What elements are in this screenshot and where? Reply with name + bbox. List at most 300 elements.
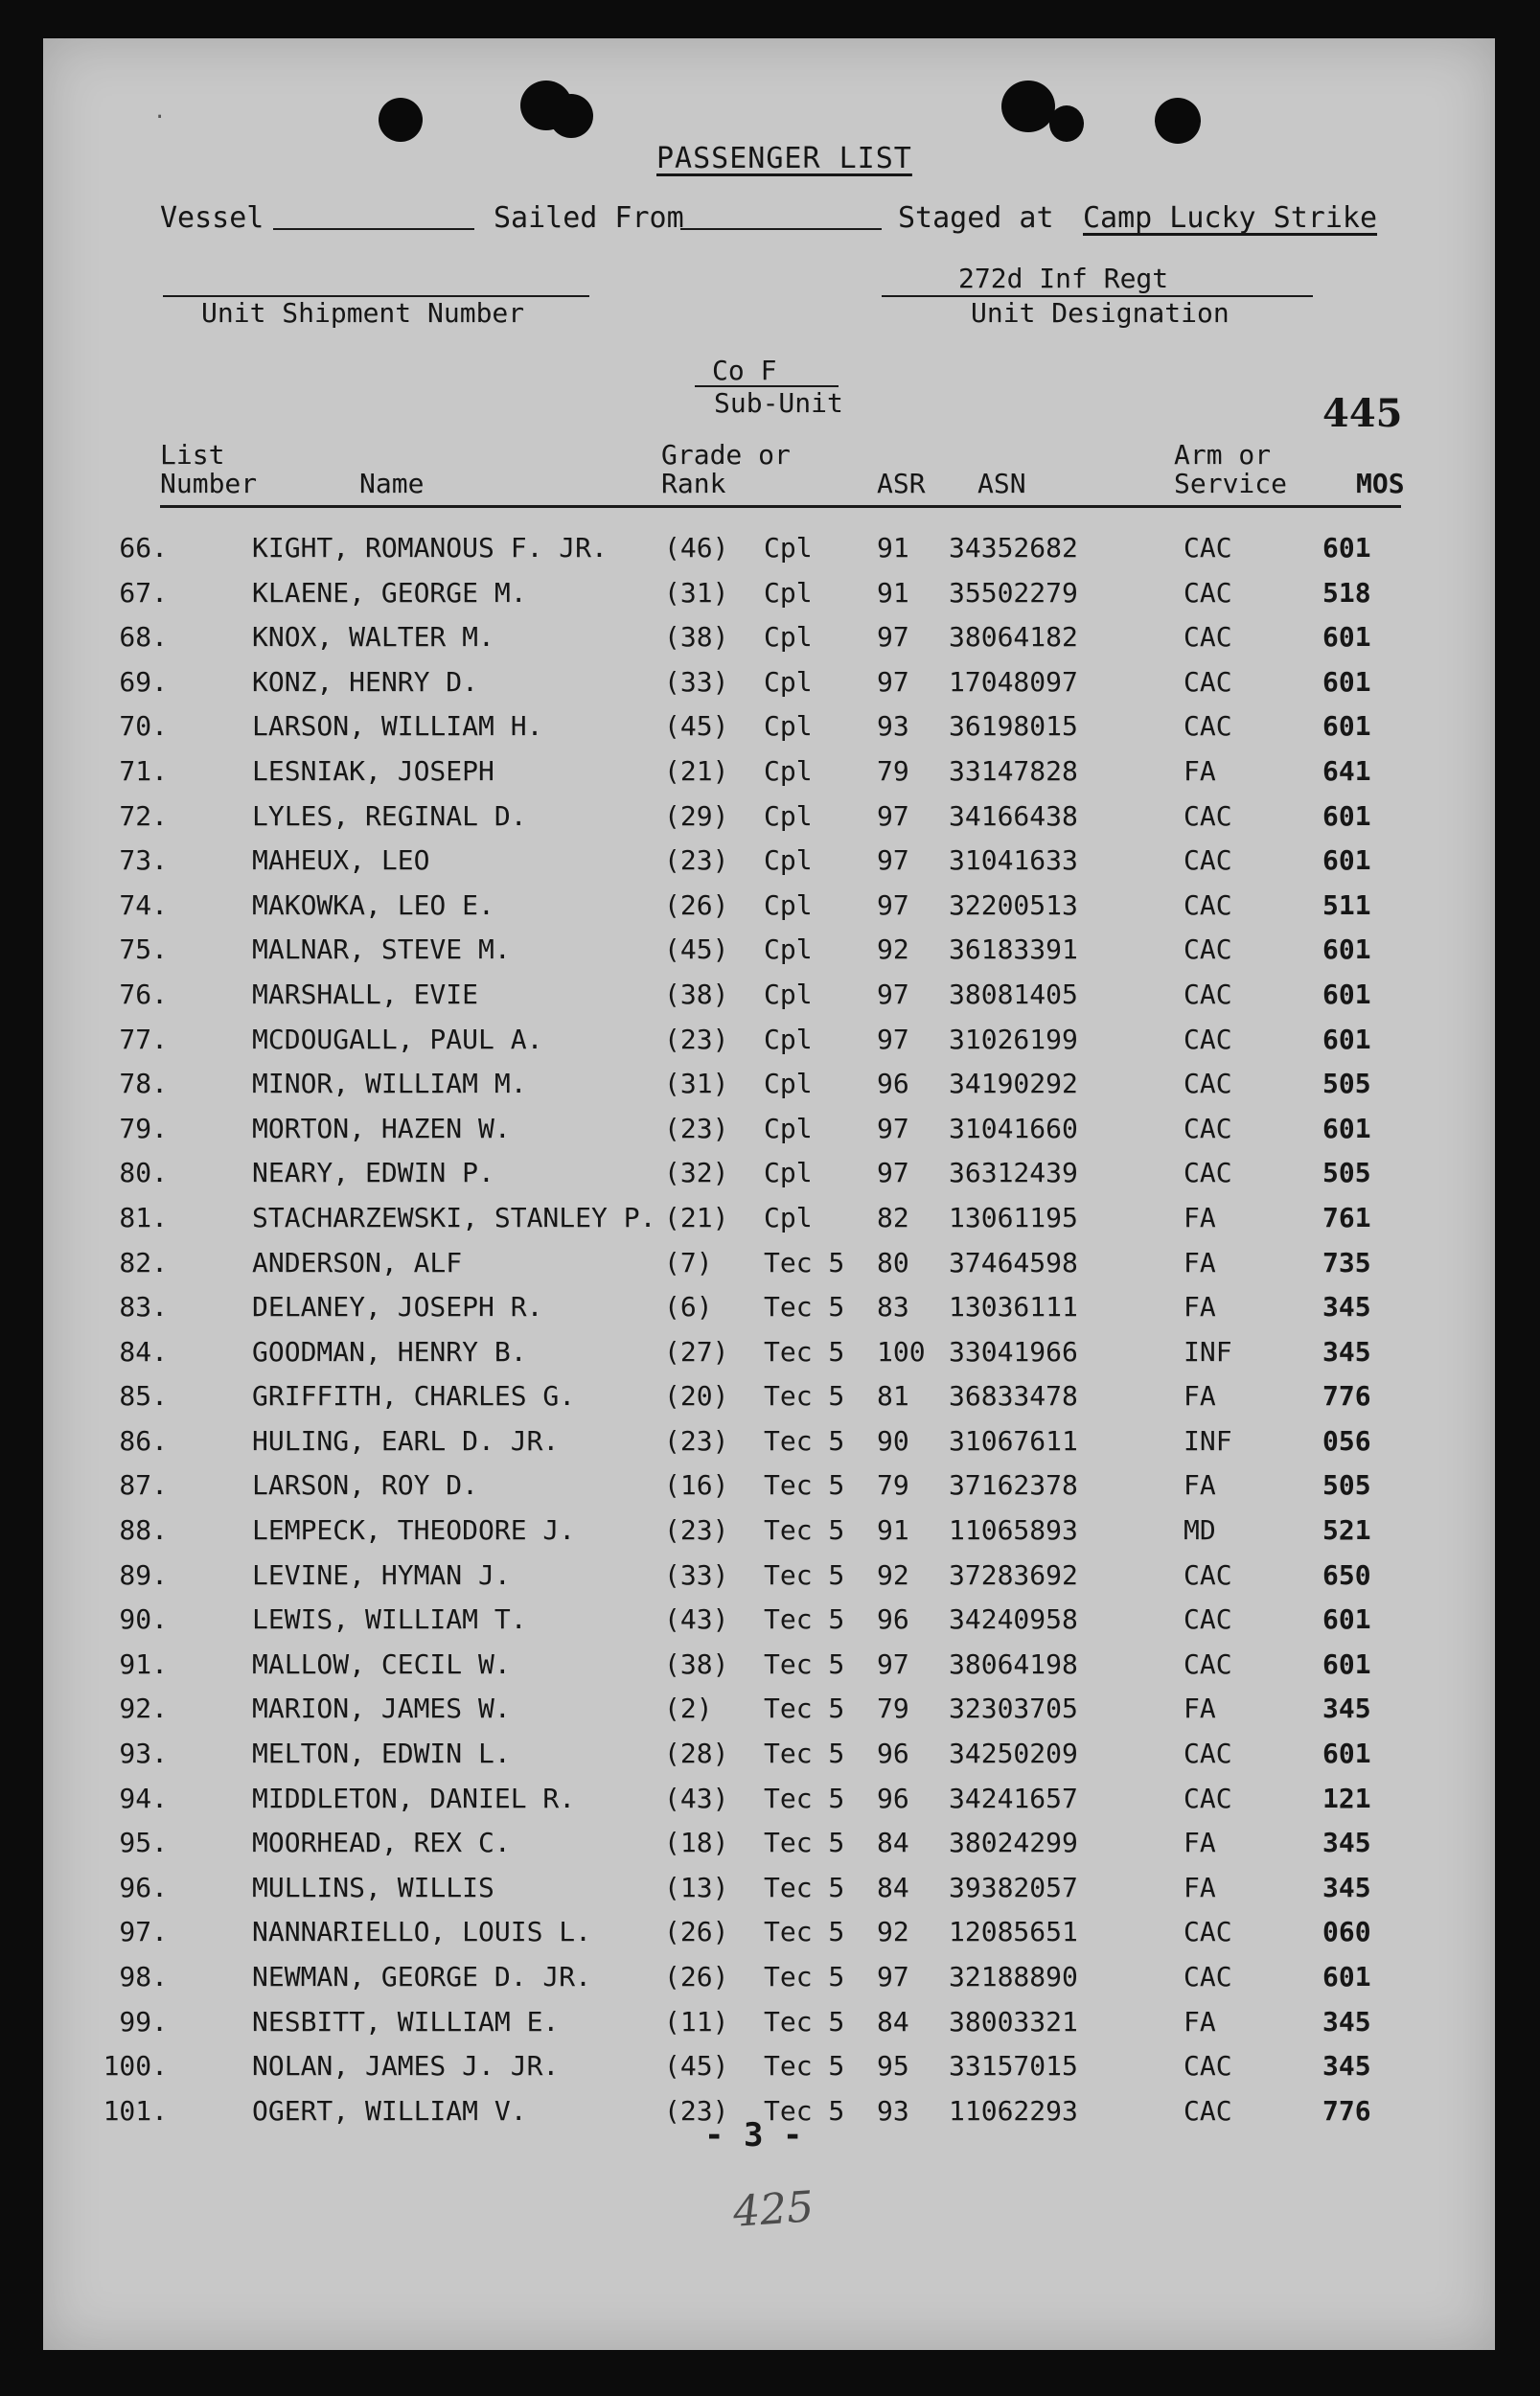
list-number: 83. [119,1291,168,1324]
unit-designation-value: 272d Inf Regt [958,263,1169,294]
serial-number: 32303705 [949,1693,1078,1725]
passenger-name: KLAENE, GEORGE M. [252,576,527,609]
rank: Tec 5 [764,1424,845,1457]
passenger-name: MINOR, WILLIAM M. [252,1068,527,1100]
asr-score: 92 [877,933,909,966]
passenger-name: MARSHALL, EVIE [252,978,479,1010]
mos-code: 601 [1322,1112,1371,1144]
list-number: 94. [119,1782,168,1814]
table-row [43,1024,1495,1069]
arm-service: CAC [1184,665,1232,698]
rank: Tec 5 [764,1693,845,1725]
passenger-name: MORTON, HAZEN W. [252,1112,511,1144]
mos-code: 345 [1322,1335,1371,1368]
passenger-name: LARSON, WILLIAM H. [252,710,543,743]
table-row [43,1247,1495,1292]
arm-service: INF [1184,1424,1232,1457]
table-row [43,710,1495,755]
list-number: 85. [119,1380,168,1413]
asr-score: 83 [877,1291,909,1324]
asr-score: 96 [877,1738,909,1770]
grade-code: (21) [664,754,729,787]
rank: Tec 5 [764,1246,845,1279]
asr-score: 95 [877,2050,909,2083]
grade-code: (23) [664,1424,729,1457]
passenger-name: NANNARIELLO, LOUIS L. [252,1916,592,1948]
passenger-name: MAKOWKA, LEO E. [252,888,494,921]
list-number: 79. [119,1112,168,1144]
list-number: 99. [119,2005,168,2038]
asr-score: 79 [877,754,909,787]
grade-code: (26) [664,888,729,921]
grade-code: (45) [664,710,729,743]
serial-number: 33147828 [949,754,1078,787]
serial-number: 39382057 [949,1871,1078,1903]
passenger-name: NOLAN, JAMES J. JR. [252,2050,560,2083]
table-row [43,1648,1495,1693]
passenger-table [43,532,1495,2139]
list-number: 87. [119,1469,168,1502]
passenger-name: ANDERSON, ALF [252,1246,463,1279]
arm-service: MD [1184,1514,1216,1547]
arm-service: CAC [1184,1916,1232,1948]
passenger-name: MAHEUX, LEO [252,844,430,877]
arm-service: CAC [1184,1738,1232,1770]
grade-code: (18) [664,1827,729,1859]
asr-score: 92 [877,1558,909,1591]
serial-number: 32200513 [949,888,1078,921]
mos-code: 345 [1322,1871,1371,1903]
passenger-name: KONZ, HENRY D. [252,665,479,698]
mos-code: 601 [1322,799,1371,832]
arm-service: CAC [1184,888,1232,921]
list-number: 93. [119,1738,168,1770]
arm-service: CAC [1184,1603,1232,1636]
passenger-name: NEWMAN, GEORGE D. JR. [252,1961,592,1993]
sub-unit-label: Sub-Unit [714,387,843,419]
grade-code: (11) [664,2005,729,2038]
serial-number: 31041633 [949,844,1078,877]
rank: Tec 5 [764,2094,845,2127]
grade-code: (23) [664,1514,729,1547]
grade-code: (31) [664,576,729,609]
mos-code: 601 [1322,1961,1371,1993]
asr-score: 84 [877,1827,909,1859]
asr-score: 100 [877,1335,926,1368]
table-row [43,800,1495,845]
serial-number: 34166438 [949,799,1078,832]
mos-code: 601 [1322,1023,1371,1055]
table-row [43,2050,1495,2095]
staged-at-value: Camp Lucky Strike [1083,201,1378,235]
grade-code: (38) [664,978,729,1010]
table-row [43,1291,1495,1336]
arm-service: CAC [1184,844,1232,877]
punch-hole [1155,98,1201,144]
asr-score: 91 [877,532,909,564]
passenger-name: KIGHT, ROMANOUS F. JR. [252,532,608,564]
table-row [43,844,1495,889]
mos-code: 601 [1322,844,1371,877]
corner-mark: · [153,105,167,129]
mos-code: 601 [1322,1603,1371,1636]
rank: Cpl [764,1201,813,1233]
serial-number: 34352682 [949,532,1078,564]
rank: Cpl [764,1157,813,1189]
serial-number: 37162378 [949,1469,1078,1502]
punch-hole [549,94,593,138]
grade-code: (38) [664,1647,729,1680]
list-number: 72. [119,799,168,832]
table-row [43,1961,1495,2006]
passenger-name: GRIFFITH, CHARLES G. [252,1380,576,1413]
list-number: 90. [119,1603,168,1636]
rank: Tec 5 [764,2005,845,2038]
unit-designation-label: Unit Designation [971,297,1230,329]
table-row [43,979,1495,1024]
arm-service: CAC [1184,1068,1232,1100]
grade-code: (21) [664,1201,729,1233]
rank: Tec 5 [764,1603,845,1636]
list-number: 77. [119,1023,168,1055]
asr-score: 80 [877,1246,909,1279]
serial-number: 34250209 [949,1738,1078,1770]
arm-service: CAC [1184,621,1232,654]
grade-code: (23) [664,1112,729,1144]
table-row [43,1783,1495,1828]
list-number: 98. [119,1961,168,1993]
serial-number: 12085651 [949,1916,1078,1948]
serial-number: 37464598 [949,1246,1078,1279]
grade-code: (31) [664,1068,729,1100]
serial-number: 31067611 [949,1424,1078,1457]
passenger-name: LYLES, REGINAL D. [252,799,527,832]
list-number: 81. [119,1201,168,1233]
mos-code: 650 [1322,1558,1371,1591]
mos-code: 601 [1322,933,1371,966]
serial-number: 38064198 [949,1647,1078,1680]
serial-number: 11062293 [949,2094,1078,2127]
header-rule [160,505,1401,508]
mos-code: 601 [1322,621,1371,654]
mos-code: 518 [1322,576,1371,609]
passenger-name: MELTON, EDWIN L. [252,1738,511,1770]
table-row [43,1469,1495,1514]
serial-number: 38081405 [949,978,1078,1010]
arm-service: FA [1184,1291,1216,1324]
table-row [43,1202,1495,1247]
passenger-name: STACHARZEWSKI, STANLEY P. [252,1201,656,1233]
rank: Tec 5 [764,1291,845,1324]
grade-code: (13) [664,1871,729,1903]
arm-service: FA [1184,1827,1216,1859]
passenger-name: MULLINS, WILLIS [252,1871,494,1903]
list-number: 92. [119,1693,168,1725]
passenger-name: MALLOW, CECIL W. [252,1647,511,1680]
mos-code: 601 [1322,1647,1371,1680]
grade-code: (46) [664,532,729,564]
mos-code: 735 [1322,1246,1371,1279]
asr-score: 97 [877,1023,909,1055]
mos-code: 521 [1322,1514,1371,1547]
list-number: 89. [119,1558,168,1591]
list-number: 75. [119,933,168,966]
arm-service: CAC [1184,1782,1232,1814]
list-number: 76. [119,978,168,1010]
table-row [43,1157,1495,1202]
asr-score: 96 [877,1782,909,1814]
rank: Tec 5 [764,1827,845,1859]
punch-hole [1001,81,1055,132]
serial-number: 31026199 [949,1023,1078,1055]
rank: Cpl [764,1068,813,1100]
header-list-number: List Number [160,439,258,499]
asr-score: 91 [877,1514,909,1547]
mos-code: 056 [1322,1424,1371,1457]
mos-code: 776 [1322,2094,1371,2127]
rank: Tec 5 [764,1871,845,1903]
grade-code: (43) [664,1603,729,1636]
asr-score: 93 [877,2094,909,2127]
arm-service: CAC [1184,1961,1232,1993]
asr-score: 93 [877,710,909,743]
vessel-blank [273,228,474,230]
table-row [43,889,1495,934]
serial-number: 37283692 [949,1558,1078,1591]
mos-code: 601 [1322,710,1371,743]
asr-score: 92 [877,1916,909,1948]
asr-score: 97 [877,621,909,654]
arm-service: CAC [1184,1558,1232,1591]
mos-code: 505 [1322,1157,1371,1189]
list-number: 78. [119,1068,168,1100]
rank: Tec 5 [764,2050,845,2083]
vessel-label: Vessel [160,201,264,235]
passenger-name: MOORHEAD, REX C. [252,1827,511,1859]
list-number: 97. [119,1916,168,1948]
grade-code: (38) [664,621,729,654]
rank: Tec 5 [764,1380,845,1413]
passenger-name: NEARY, EDWIN P. [252,1157,494,1189]
serial-number: 36312439 [949,1157,1078,1189]
sailed-from-label: Sailed From [494,201,684,235]
header-asr: ASR [877,468,926,499]
serial-number: 36833478 [949,1380,1078,1413]
grade-code: (33) [664,665,729,698]
serial-number: 34190292 [949,1068,1078,1100]
rank: Tec 5 [764,1335,845,1368]
asr-score: 82 [877,1201,909,1233]
asr-score: 90 [877,1424,909,1457]
list-number: 82. [119,1246,168,1279]
mos-code: 505 [1322,1068,1371,1100]
serial-number: 33157015 [949,2050,1078,2083]
grade-code: (2) [664,1693,713,1725]
staged-at-label: Staged at [898,201,1054,235]
serial-number: 38003321 [949,2005,1078,2038]
rank: Cpl [764,532,813,564]
serial-number: 35502279 [949,576,1078,609]
mos-code: 345 [1322,2005,1371,2038]
grade-code: (32) [664,1157,729,1189]
list-number: 96. [119,1871,168,1903]
table-row [43,1916,1495,1961]
grade-code: (6) [664,1291,713,1324]
arm-service: INF [1184,1335,1232,1368]
list-number: 84. [119,1335,168,1368]
header-arm-service: Arm or Service [1174,439,1288,499]
table-row [43,2006,1495,2051]
serial-number: 31041660 [949,1112,1078,1144]
serial-number: 34241657 [949,1782,1078,1814]
mos-code: 121 [1322,1782,1371,1814]
arm-service: FA [1184,1201,1216,1233]
table-row [43,666,1495,711]
asr-score: 97 [877,799,909,832]
table-row [43,755,1495,800]
asr-score: 97 [877,1961,909,1993]
list-number: 101. [103,2094,168,2127]
arm-service: FA [1184,1871,1216,1903]
serial-number: 33041966 [949,1335,1078,1368]
rank: Cpl [764,844,813,877]
table-row [43,933,1495,979]
rank: Cpl [764,799,813,832]
page-reference-number: 445 [1322,391,1403,436]
grade-code: (43) [664,1782,729,1814]
arm-service: FA [1184,1246,1216,1279]
passenger-name: LESNIAK, JOSEPH [252,754,494,787]
list-number: 91. [119,1647,168,1680]
grade-code: (27) [664,1335,729,1368]
grade-code: (16) [664,1469,729,1502]
asr-score: 97 [877,888,909,921]
mos-code: 345 [1322,2050,1371,2083]
mos-code: 601 [1322,532,1371,564]
header-name: Name [359,468,425,499]
list-number: 70. [119,710,168,743]
grade-code: (28) [664,1738,729,1770]
serial-number: 38024299 [949,1827,1078,1859]
grade-code: (29) [664,799,729,832]
header-mos: MOS [1356,468,1405,499]
asr-score: 96 [877,1603,909,1636]
rank: Cpl [764,978,813,1010]
arm-service: CAC [1184,1647,1232,1680]
asr-score: 81 [877,1380,909,1413]
passenger-name: DELANEY, JOSEPH R. [252,1291,543,1324]
arm-service: FA [1184,1693,1216,1725]
mos-code: 601 [1322,1738,1371,1770]
arm-service: FA [1184,754,1216,787]
rank: Cpl [764,754,813,787]
mos-code: 345 [1322,1827,1371,1859]
table-row [43,1068,1495,1113]
asr-score: 97 [877,1112,909,1144]
grade-code: (26) [664,1916,729,1948]
table-row [43,1380,1495,1425]
sub-unit-value: Co F [712,355,777,386]
serial-number: 13061195 [949,1201,1078,1233]
rank: Cpl [764,710,813,743]
rank: Tec 5 [764,1514,845,1547]
passenger-name: NESBITT, WILLIAM E. [252,2005,560,2038]
grade-code: (26) [664,1961,729,1993]
serial-number: 13036111 [949,1291,1078,1324]
punch-hole [379,98,423,142]
serial-number: 34240958 [949,1603,1078,1636]
arm-service: CAC [1184,710,1232,743]
arm-service: FA [1184,2005,1216,2038]
asr-score: 84 [877,1871,909,1903]
mos-code: 511 [1322,888,1371,921]
arm-service: CAC [1184,2094,1232,2127]
mos-code: 060 [1322,1916,1371,1948]
arm-service: FA [1184,1469,1216,1502]
arm-service: CAC [1184,978,1232,1010]
passenger-name: MIDDLETON, DANIEL R. [252,1782,576,1814]
table-row [43,532,1495,577]
arm-service: CAC [1184,933,1232,966]
rank: Cpl [764,888,813,921]
asr-score: 79 [877,1469,909,1502]
mos-code: 505 [1322,1469,1371,1502]
list-number: 86. [119,1424,168,1457]
unit-shipment-number-label: Unit Shipment Number [201,297,525,329]
asr-score: 96 [877,1068,909,1100]
grade-code: (23) [664,1023,729,1055]
passenger-name: LARSON, ROY D. [252,1469,479,1502]
table-row [43,1827,1495,1872]
passenger-name: MALNAR, STEVE M. [252,933,511,966]
arm-service: CAC [1184,799,1232,832]
table-row [43,1113,1495,1158]
mos-code: 641 [1322,754,1371,787]
list-number: 73. [119,844,168,877]
rank: Cpl [764,576,813,609]
serial-number: 38064182 [949,621,1078,654]
sailed-from-blank [680,228,882,230]
rank: Tec 5 [764,1558,845,1591]
passenger-name: LEWIS, WILLIAM T. [252,1603,527,1636]
asr-score: 97 [877,978,909,1010]
arm-service: CAC [1184,532,1232,564]
handwritten-note: 425 [731,2182,816,2237]
passenger-name: OGERT, WILLIAM V. [252,2094,527,2127]
document-title: PASSENGER LIST [656,142,912,175]
list-number: 100. [103,2050,168,2083]
mos-code: 345 [1322,1693,1371,1725]
list-number: 69. [119,665,168,698]
table-row [43,1603,1495,1648]
table-row [43,1559,1495,1604]
rank: Cpl [764,665,813,698]
serial-number: 32188890 [949,1961,1078,1993]
list-number: 71. [119,754,168,787]
grade-code: (33) [664,1558,729,1591]
asr-score: 97 [877,665,909,698]
table-row [43,577,1495,622]
mos-code: 761 [1322,1201,1371,1233]
passenger-name: GOODMAN, HENRY B. [252,1335,527,1368]
list-number: 66. [119,532,168,564]
mos-code: 601 [1322,978,1371,1010]
mos-code: 776 [1322,1380,1371,1413]
table-row [43,1738,1495,1783]
punch-hole [1049,105,1084,142]
grade-code: (45) [664,933,729,966]
passenger-name: MCDOUGALL, PAUL A. [252,1023,543,1055]
